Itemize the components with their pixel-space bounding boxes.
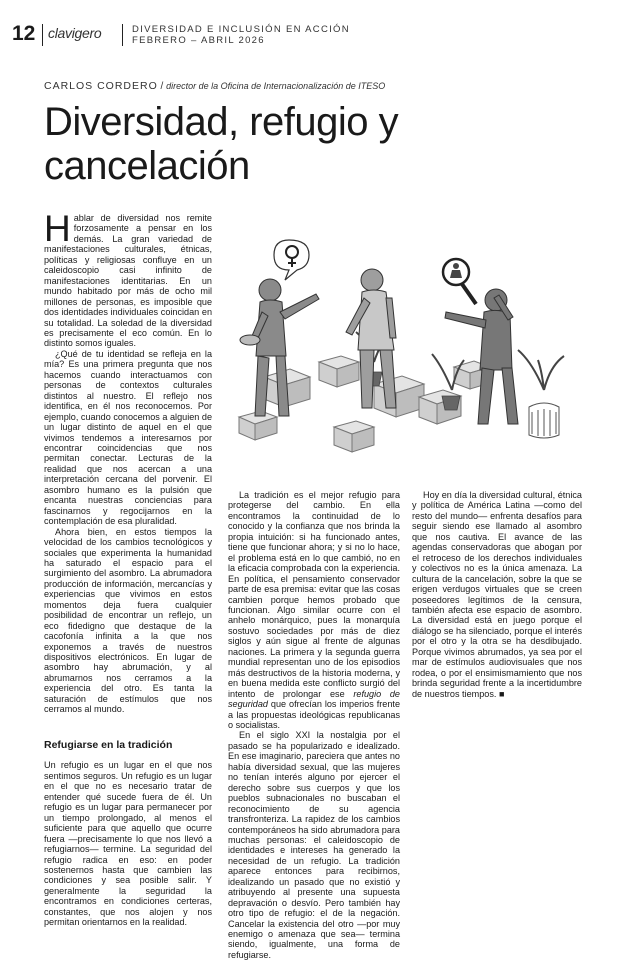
subheading: Refugiarse en la tradición (44, 739, 173, 751)
header-divider (42, 24, 43, 46)
paragraph (228, 490, 400, 730)
byline-separator: / (160, 81, 164, 92)
section-title: DIVERSIDAD E INCLUSIÓN EN ACCIÓN (132, 24, 350, 35)
paragraph-text: que ofrecían los imperios frente a las propuestas ideológicas republicanas o socialistas. (228, 699, 400, 730)
column-1-lower (44, 728, 212, 928)
article-title: Diversidad, refugio y cancelación (44, 100, 399, 188)
paragraph-text: ablar de diversidad nos remite forzosamente a pensar en los demás. La gran variedad de manifestaciones culturales, étnicas, políticas y religiosas confluye en un caleidoscopio casi infinito de manifestaciones identitarias. En un mundo habitado por más de ocho mil millones de personas, es imposible que dos identidades individuales coincidan en su totalidad. La soledad de la diversidad es precisamente el eco común. En lo distinto somos iguales. (44, 213, 212, 349)
paragraph: En el siglo XXI la nostalgia por el pasado se ha popularizado e idealizado. En ese imaginario, pareciera que antes no había diversidad sexual, que las mujeres no tenían interés alguno por ejercer el derecho sobre sus cuerpos y que los pueblos subnacionales no buscaban el reconocimiento de su agencia transfronteriza. La rapidez de los cambios contemporáneos ha sido abrumadora para muchas personas: el caleidoscopio de identidades e intereses ha generado la necesidad de un refugio. La tradición aparece entonces para recibirnos, idealizando un pasado que no existió y atribuyendo al presente una supuesta depravación o desvío. Pero también hay otro tipo de refugio: el de la negación. Cancelar la existencia del otro —por muy enemigo o amenaza que sea— termina siendo, igualmente, una forma de refugiarse. (228, 730, 400, 960)
article-illustration (224, 212, 594, 484)
column-2 (228, 490, 400, 960)
column-1 (44, 208, 212, 715)
emphasis: refugio de seguridad (228, 688, 400, 710)
end-mark: ■ (498, 688, 505, 699)
section-info (132, 24, 350, 46)
column-3 (412, 490, 582, 886)
paragraph-text: La tradición es el mejor refugio para protegerse del cambio. En ella encontramos la continuidad de lo conocido y la confianza que nos brinda la propia intuición: si ha funcionado antes, tiene que funcionar ahora; y si no lo hace, el problema está en lo que cambió, no en la eficacia comprobada con la experiencia. En política, el pensamiento conservador parte de esa premisa: evitar que las cosas cambien porque hemos probado que funcionan. Algo similar ocurre con el anhelo monárquico, pues la monarquía sostuvo sociedades por más de diez siglos y aún sigue al frente de algunas naciones. La primera y la segunda guerra mundial representan uno de los episodios más destructivos de la historia moderna, y en buena medida este conflicto surgió del intento de prolongar ese (228, 490, 400, 699)
page-number: 12 (12, 22, 36, 45)
paragraph: Ahora bien, en estos tiempos la velocidad de los cambios tecnológicos y sociales que experimenta la humanidad ha saturado el espacio para el surgimiento del asombro. La abrumadora producción de información, mercancías y experiencias que vivimos en estos momentos deja fuera cualquier posibilidad de encontrar un reflejo, un eco fidedigno que destaque de la cacofonía infinita a la que nos exponemos a través de nuestros dispositivos electrónicos. En lugar de asombro hay abrumación, y al abrumarnos nos cerramos a la experiencia del otro. Es tanta la saturación de estímulos que nos cerramos al mundo. (44, 526, 212, 715)
author-role: director de la Oficina de Internacionalización de ITESO (166, 81, 386, 91)
page-header (12, 22, 612, 48)
paragraph-text: Hoy en día la diversidad cultural, étnica y política de América Latina —como del resto del mundo— enfrenta desafíos para seguir siendo ese llamado al asombro que nos cautiva. El avance de las agendas conservadoras que abogan por el retroceso de los derechos individuales y colectivos no es la única amenaza. La cultura de la cancelación, sobre la que se erigen verdugos virtuales que se creen poseedores legítimos de la censura, también afecta ese espacio de asombro. La diversidad está en juego porque el diálogo se ha silenciado, porque el interés por el otro y la otra se ha desdibujado. Porque vivimos abrumados, ya sea por el mar de estímulos audiovisuales que nos rodea, o por el ensimismamiento que nos brinda seguridad frente a la incertidumbre de nuestros tiempos. (412, 490, 582, 699)
author-name: CARLOS CORDERO (44, 80, 158, 92)
issue-date: FEBRERO – ABRIL 2026 (132, 35, 265, 46)
paragraph: ¿Qué de tu identidad se refleja en la mía? Es una primera pregunta que nos hacemos cuando interactuamos con personas de contextos culturales distintos al nuestro. El reflejo nos identifica, en él nos reconocemos. Por ejemplo, cuando conocemos a alguien de un lugar distinto de aquel en el que vivimos tendemos a interesarnos por encontrar coincidencias que nos permitan conectar. Lecturas de la realidad que nos acercan a una interpretación cercana del porvenir. El asombro humano es la pulsión que encanta nuestras conciencias para fascinarnos y regocijarnos en la contemplación de esa pluralidad. (44, 348, 212, 527)
paragraph: Un refugio es un lugar en el que nos sentimos seguros. Un refugio es un lugar en el que no es necesario tratar de entender qué sucede fuera de él. Un refugio es un lugar para permanecer por un tiempo prolongado, al menos el suficiente para que aquello que ocurre fuera —precisamente lo que nos llevó a refugiarnos— termine. La seguridad del refugio radica en eso: en poder sostenernos hasta que cambien las condiciones y sea posible salir. Y generalmente la seguridad la encontramos en condiciones certeras, constantes, que nos alojen y nos permitan orientarnos en la realidad. (44, 760, 212, 928)
header-divider (122, 24, 123, 46)
paragraph (412, 490, 582, 886)
paragraph (44, 208, 212, 349)
publication-logo: clavigero (48, 25, 102, 41)
byline (44, 80, 385, 92)
drop-cap: H (44, 208, 71, 249)
